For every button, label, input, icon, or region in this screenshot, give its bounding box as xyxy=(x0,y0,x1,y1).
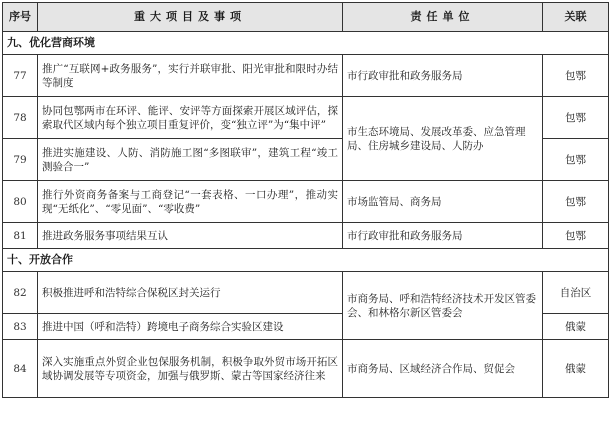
row-project: 深入实施重点外贸企业包保服务机制，积极争取外贸市场开拓区域协调发展等专项资金，加强与俄罗斯、蒙古等国家经济往来 xyxy=(38,340,343,398)
row-project: 协同包鄂两市在环评、能评、安评等方面探索开展区域评估，探索取代区域内每个独立项目重复评价，变“独立评”为“集中评” xyxy=(38,97,343,139)
row-project: 推广“互联网+政务服务”，实行并联审批、阳光审批和限时办结等制度 xyxy=(38,55,343,97)
row-related: 包鄂 xyxy=(543,55,609,97)
row-related: 包鄂 xyxy=(543,139,609,181)
row-unit: 市商务局、呼和浩特经济技术开发区管委会、和林格尔新区管委会 xyxy=(343,272,543,340)
row-unit: 市行政审批和政务服务局 xyxy=(343,223,543,249)
section-row xyxy=(3,249,609,272)
row-no: 84 xyxy=(3,340,38,398)
header-seq: 序号 xyxy=(3,3,38,32)
table-row xyxy=(3,340,609,398)
row-project: 推进政务服务事项结果互认 xyxy=(38,223,343,249)
project-table xyxy=(2,2,609,398)
row-project: 推进中国（呼和浩特）跨境电子商务综合实验区建设 xyxy=(38,314,343,340)
table-row xyxy=(3,181,609,223)
table-row xyxy=(3,272,609,314)
section-title: 十、开放合作 xyxy=(3,249,609,272)
section-row xyxy=(3,32,609,55)
row-no: 80 xyxy=(3,181,38,223)
row-no: 83 xyxy=(3,314,38,340)
row-related: 包鄂 xyxy=(543,181,609,223)
header-project: 重大项目及事项 xyxy=(38,3,343,32)
row-no: 79 xyxy=(3,139,38,181)
row-project: 推行外资商务备案与工商登记“一套表格、一口办理”，推动实现“无纸化”、“零见面”、“零收费” xyxy=(38,181,343,223)
header-row xyxy=(3,3,609,32)
section-title: 九、优化营商环境 xyxy=(3,32,609,55)
header-related: 关联 xyxy=(543,3,609,32)
row-related: 包鄂 xyxy=(543,223,609,249)
row-project: 推进实施建设、人防、消防施工图“多图联审”，建筑工程“竣工测验合一” xyxy=(38,139,343,181)
row-no: 82 xyxy=(3,272,38,314)
row-no: 81 xyxy=(3,223,38,249)
row-related: 俄蒙 xyxy=(543,314,609,340)
row-related: 自治区 xyxy=(543,272,609,314)
row-unit: 市行政审批和政务服务局 xyxy=(343,55,543,97)
row-project: 积极推进呼和浩特综合保税区封关运行 xyxy=(38,272,343,314)
row-related: 包鄂 xyxy=(543,97,609,139)
table-row xyxy=(3,223,609,249)
row-unit: 市生态环境局、发展改革委、应急管理局、住房城乡建设局、人防办 xyxy=(343,97,543,181)
row-no: 77 xyxy=(3,55,38,97)
row-no: 78 xyxy=(3,97,38,139)
row-unit: 市商务局、区域经济合作局、贸促会 xyxy=(343,340,543,398)
header-unit: 责任单位 xyxy=(343,3,543,32)
row-related: 俄蒙 xyxy=(543,340,609,398)
row-unit: 市场监管局、商务局 xyxy=(343,181,543,223)
table-row xyxy=(3,97,609,139)
table-row xyxy=(3,55,609,97)
